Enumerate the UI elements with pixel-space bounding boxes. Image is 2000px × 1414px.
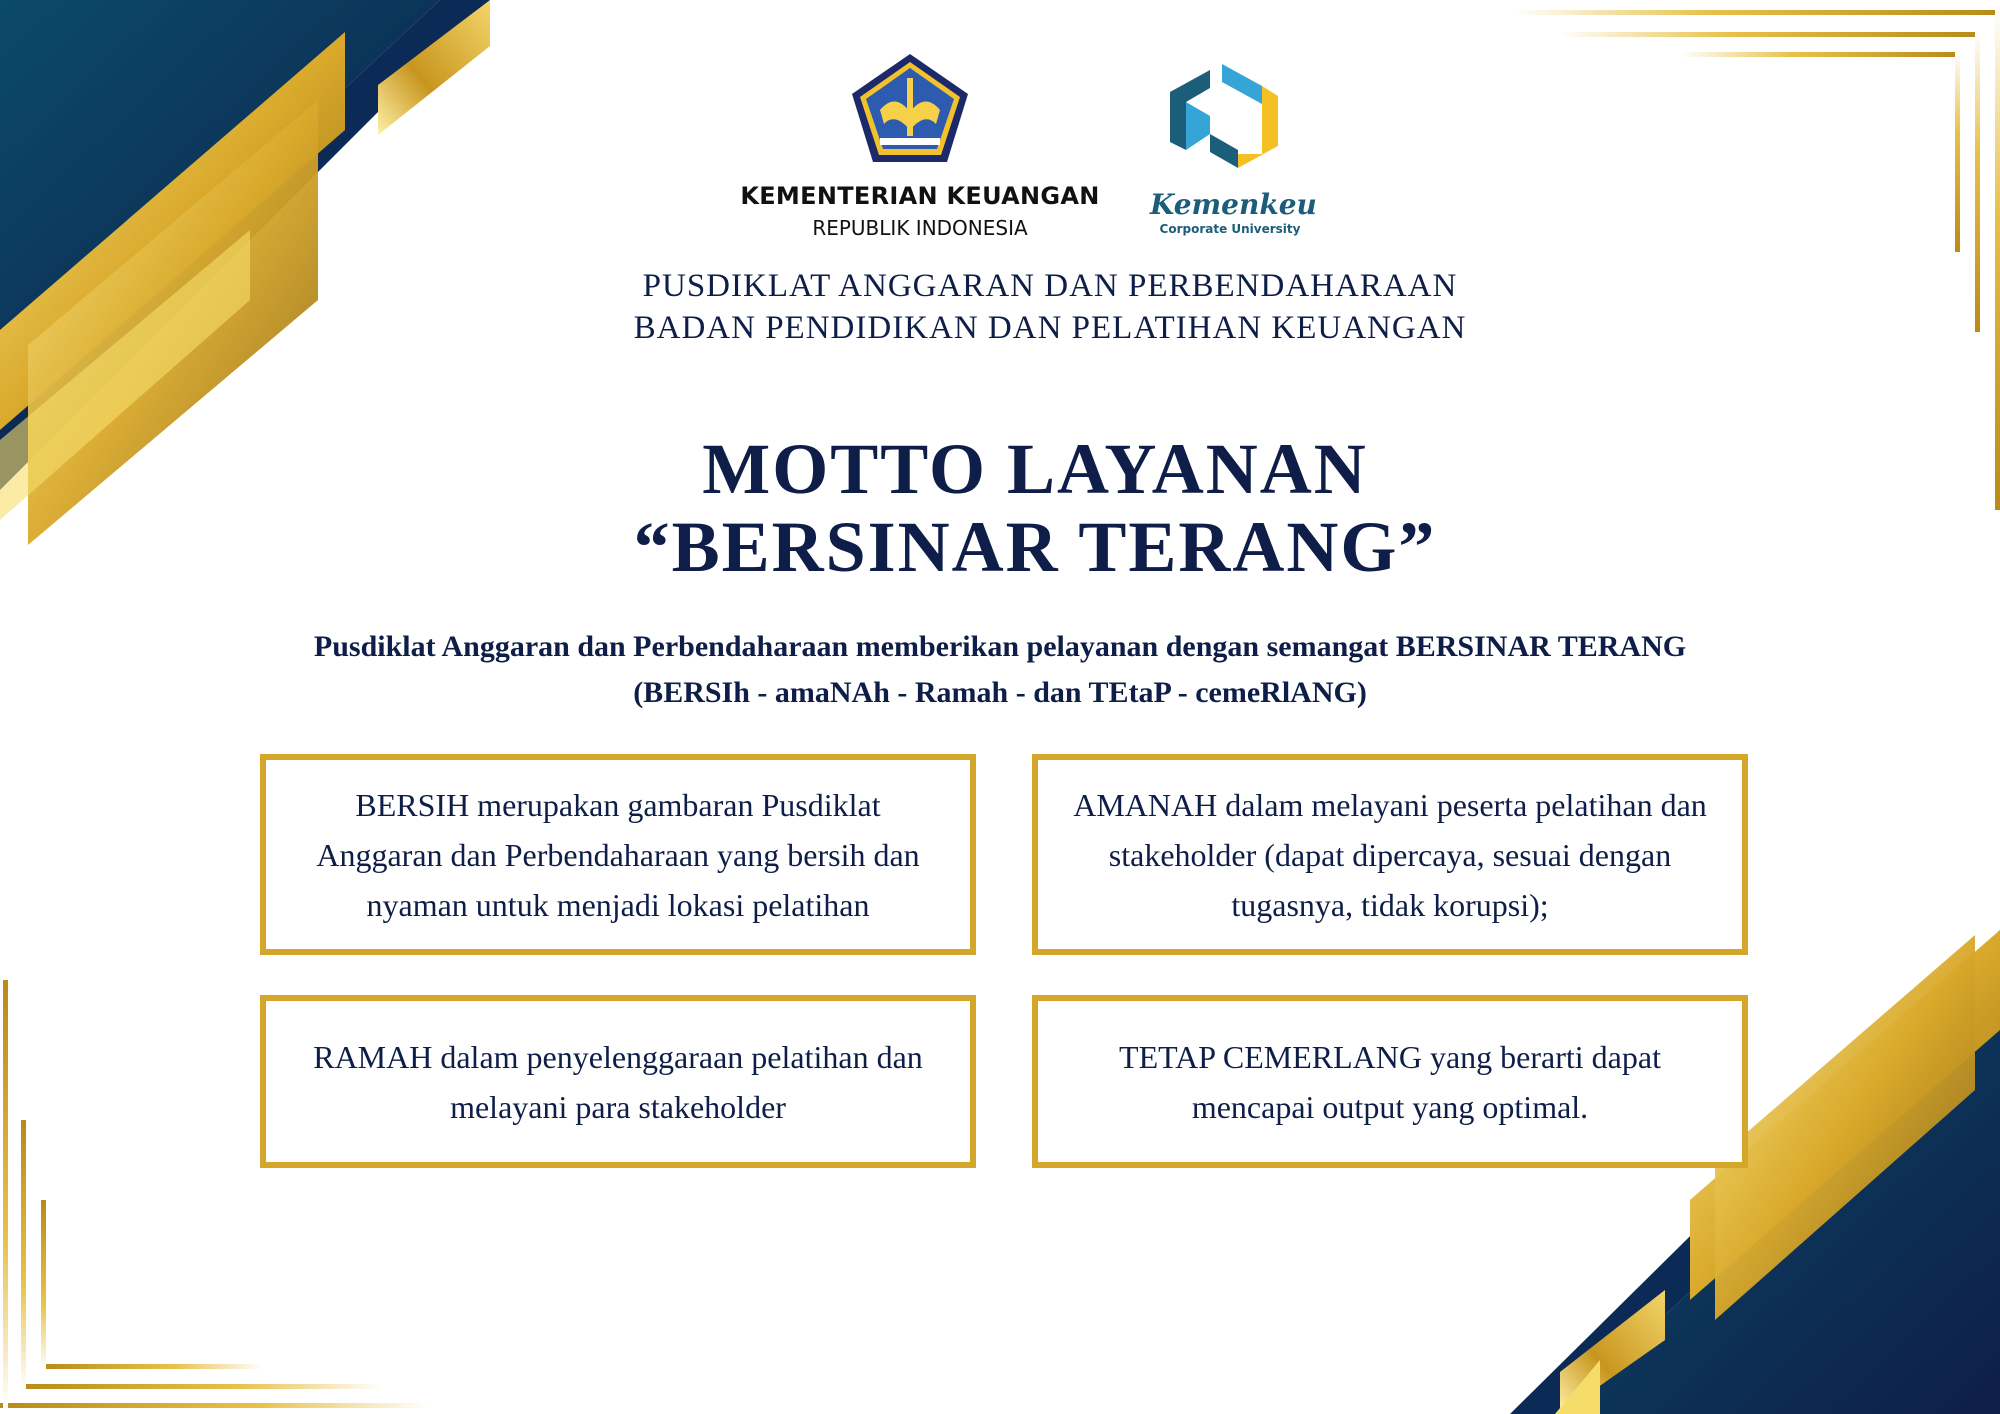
- institution-line-1: PUSDIKLAT ANGGARAN DAN PERBENDAHARAAN: [642, 268, 1458, 304]
- value-text: BERSIH merupakan gambaran Pusdiklat Anggaran dan Perbendaharaan yang bersih dan nyaman untuk menjadi lokasi pelatihan: [316, 786, 920, 923]
- value-text: RAMAH dalam penyelenggaraan pelatihan dan melayani para stakeholder: [313, 1038, 923, 1125]
- ministry-name: KEMENTERIAN KEUANGAN: [740, 182, 1100, 210]
- institution-line-2: BADAN PENDIDIKAN DAN PELATIHAN KEUANGAN: [633, 310, 1467, 346]
- page-subtitle: “BERSINAR TERANG”: [633, 507, 1437, 587]
- kemenkeu-emblem-icon: [850, 52, 970, 164]
- corpu-cube-icon: [1130, 42, 1320, 192]
- value-box-ramah: [260, 995, 976, 1168]
- intro-line-1: Pusdiklat Anggaran dan Perbendaharaan memberikan pelayanan dengan semangat BERSINAR TERANG: [313, 630, 1687, 663]
- value-box-amanah: [1032, 754, 1748, 955]
- corpu-subtitle: Corporate University: [1159, 222, 1301, 236]
- ministry-subtitle: REPUBLIK INDONESIA: [812, 216, 1028, 240]
- intro-line-2: (BERSIh - amaNAh - Ramah - dan TEtaP - cemeRlANG): [633, 676, 1367, 709]
- corpu-name: Kemenkeu: [1150, 188, 1317, 221]
- value-text: TETAP CEMERLANG yang berarti dapat mencapai output yang optimal.: [1119, 1038, 1661, 1125]
- page-title: MOTTO LAYANAN: [702, 429, 1368, 509]
- value-text: AMANAH dalam melayani peserta pelatihan dan stakeholder (dapat dipercaya, sesuai dengan tugasnya, tidak korupsi);: [1073, 786, 1707, 923]
- value-box-bersih: [260, 754, 976, 955]
- value-box-tetap-cemerlang: [1032, 995, 1748, 1168]
